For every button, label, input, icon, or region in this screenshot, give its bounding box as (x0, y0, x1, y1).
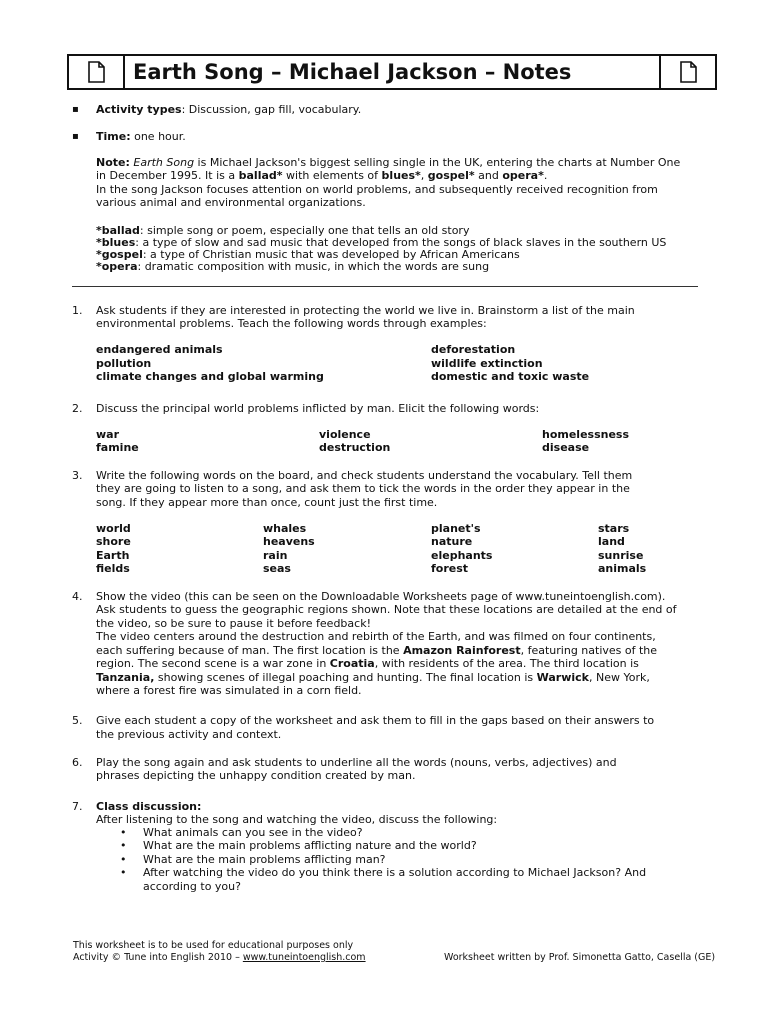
item-number: 6. (72, 756, 83, 769)
footer-copyright: Activity © Tune into English 2010 – www.tuneintoenglish.com (73, 952, 366, 963)
note-line-4: various animal and environmental organizations. (96, 196, 366, 209)
item4-line7: Tanzania, showing scenes of illegal poaching and hunting. The final location is Warwick, New York, (96, 671, 650, 684)
discussion-question-cont: according to you? (143, 880, 241, 893)
item3-line1: Write the following words on the board, and check students understand the vocabulary. Tell them (96, 469, 633, 482)
title-box (67, 54, 717, 90)
item5-line2: the previous activity and context. (96, 728, 282, 741)
vocab-word: pollution (96, 357, 152, 370)
glossary-item: *gospel: a type of Christian music that was developed by African Americans (96, 248, 520, 261)
vocab-word: heavens (263, 535, 315, 548)
item-number: 7. (72, 800, 83, 813)
item-number: 3. (72, 469, 83, 482)
item7-line1: After listening to the song and watching the video, discuss the following: (96, 813, 498, 826)
time: Time: one hour. (96, 130, 186, 143)
item-number: 5. (72, 714, 83, 727)
footer-disclaimer: This worksheet is to be used for educational purposes only (73, 940, 354, 951)
item4-line3: the video, so be sure to pause it before feedback! (96, 617, 371, 630)
vocab-word: endangered animals (96, 343, 223, 356)
item-number: 4. (72, 590, 83, 603)
item1-line2: environmental problems. Teach the following words through examples: (96, 317, 487, 330)
vocab-word: disease (542, 441, 590, 454)
document-icon (680, 61, 697, 83)
activity-types: Activity types: Discussion, gap fill, vocabulary. (96, 103, 362, 116)
divider (72, 286, 698, 287)
item7-title: Class discussion: (96, 800, 202, 813)
item4-line5: each suffering because of man. The first location is the Amazon Rainforest, featuring natives of the (96, 644, 658, 657)
vocab-word: planet's (431, 522, 481, 535)
discussion-question: After watching the video do you think there is a solution according to Michael Jackson? And (143, 866, 647, 879)
item4-line2: Ask students to guess the geographic regions shown. Note that these locations are detailed at the end of (96, 603, 677, 616)
vocab-word: animals (598, 562, 647, 575)
vocab-word: domestic and toxic waste (431, 370, 590, 383)
vocab-word: nature (431, 535, 473, 548)
bullet-icon: • (120, 866, 127, 879)
vocab-word: Earth (96, 549, 130, 562)
bullet-icon: • (120, 826, 127, 839)
document-icon-right (659, 56, 715, 88)
vocab-word: deforestation (431, 343, 516, 356)
item2-line1: Discuss the principal world problems inflicted by man. Elicit the following words: (96, 402, 540, 415)
footer-link[interactable]: www.tuneintoenglish.com (242, 952, 366, 963)
glossary-item: *opera: dramatic composition with music, in which the words are sung (96, 260, 490, 273)
item-number: 2. (72, 402, 83, 415)
item4-line8: where a forest fire was simulated in a corn field. (96, 684, 362, 697)
bullet-icon: ▪ (72, 131, 79, 142)
vocab-word: stars (598, 522, 630, 535)
note-line-2: in December 1995. It is a ballad* with elements of blues*, gospel* and opera*. (96, 169, 548, 182)
vocab-word: shore (96, 535, 131, 548)
item-number: 1. (72, 304, 83, 317)
item6-line2: phrases depicting the unhappy condition created by man. (96, 769, 416, 782)
vocab-word: land (598, 535, 625, 548)
vocab-word: forest (431, 562, 469, 575)
vocab-word: world (96, 522, 131, 535)
item4-line1: Show the video (this can be seen on the Downloadable Worksheets page of www.tuneintoenglish.com). (96, 590, 666, 603)
footer-author: Worksheet written by Prof. Simonetta Gatto, Casella (GE) (444, 952, 716, 963)
vocab-word: famine (96, 441, 139, 454)
item3-line2: they are going to listen to a song, and ask them to tick the words in the order they appear in the (96, 482, 630, 495)
vocab-word: destruction (319, 441, 391, 454)
vocab-word: seas (263, 562, 291, 575)
vocab-word: violence (319, 428, 371, 441)
item5-line1: Give each student a copy of the worksheet and ask them to fill in the gaps based on their answers to (96, 714, 655, 727)
discussion-question: What animals can you see in the video? (143, 826, 363, 839)
vocab-word: elephants (431, 549, 493, 562)
item1-line1: Ask students if they are interested in protecting the world we live in. Brainstorm a list of the main (96, 304, 635, 317)
document-icon-left (69, 56, 125, 88)
document-icon (88, 61, 105, 83)
note-line-1: Note: Earth Song is Michael Jackson's biggest selling single in the UK, entering the charts at Number One (96, 156, 681, 169)
vocab-word: whales (263, 522, 307, 535)
vocab-word: war (96, 428, 120, 441)
vocab-word: wildlife extinction (431, 357, 543, 370)
vocab-word: homelessness (542, 428, 630, 441)
item4-line4: The video centers around the destruction and rebirth of the Earth, and was filmed on four continents, (96, 630, 656, 643)
bullet-icon: • (120, 853, 127, 866)
discussion-question: What are the main problems afflicting nature and the world? (143, 839, 477, 852)
note-line-3: In the song Jackson focuses attention on world problems, and subsequently received recognition from (96, 183, 658, 196)
item3-line3: song. If they appear more than once, count just the first time. (96, 496, 438, 509)
vocab-word: sunrise (598, 549, 644, 562)
bullet-icon: ▪ (72, 104, 79, 115)
vocab-word: rain (263, 549, 288, 562)
vocab-word: climate changes and global warming (96, 370, 324, 383)
vocab-word: fields (96, 562, 130, 575)
page-title: Earth Song – Michael Jackson – Notes (133, 60, 572, 84)
glossary-item: *blues: a type of slow and sad music that developed from the songs of black slaves in the southern US (96, 236, 667, 249)
item4-line6: region. The second scene is a war zone in Croatia, with residents of the area. The third location is (96, 657, 639, 670)
discussion-question: What are the main problems afflicting man? (143, 853, 386, 866)
item6-line1: Play the song again and ask students to underline all the words (nouns, verbs, adjectives) and (96, 756, 617, 769)
bullet-icon: • (120, 839, 127, 852)
glossary-item: *ballad: simple song or poem, especially one that tells an old story (96, 224, 470, 237)
